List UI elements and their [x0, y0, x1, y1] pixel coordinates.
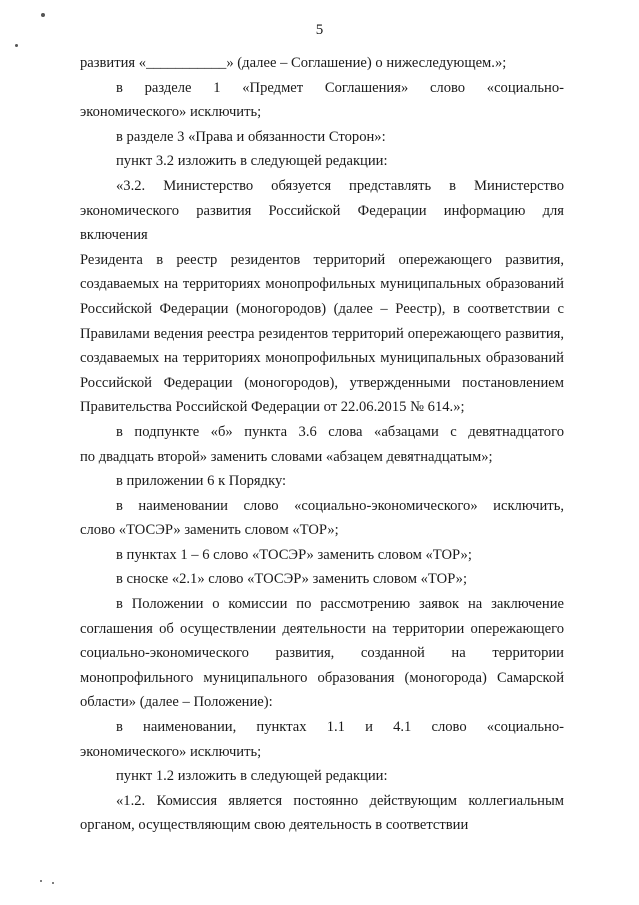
text-line: социально-экономического развития, созданной на территории	[80, 645, 564, 662]
text-line: пункт 3.2 изложить в следующей редакции:	[116, 153, 388, 170]
scan-speck	[40, 880, 42, 882]
text-line: создаваемых на территориях монопрофильных муниципальных образований	[80, 350, 564, 367]
text-line: в подпункте «б» пункта 3.6 слова «абзацами с девятнадцатого	[116, 423, 564, 440]
text-line: Правительства Российской Федерации от 22.06.2015 № 614.»;	[80, 399, 465, 416]
text-line: органом, осуществляющим свою деятельность в соответствии	[80, 817, 469, 834]
text-line: экономического развития Российской Федерации информацию для включения	[80, 202, 564, 244]
text-line: по двадцать второй» заменить словами «абзацем девятнадцатым»;	[80, 448, 493, 465]
text-line: «3.2. Министерство обязуется представлять в Министерство	[116, 177, 564, 194]
page-number: 5	[315, 22, 324, 38]
text-line: соглашения об осуществлении деятельности на территории опережающего	[80, 620, 564, 637]
text-line: развития «___________» (далее – Соглашение) о нижеследующем.»;	[80, 55, 507, 71]
text-line: Российской Федерации (моногородов), утвержденными постановлением	[80, 374, 564, 391]
paragraph-p9	[80, 543, 564, 568]
text-line: в наименовании слово «социально-экономического» исключить,	[116, 497, 564, 514]
paragraph-p13	[80, 764, 564, 789]
paragraph-p8	[80, 494, 564, 543]
text-line: в наименовании, пунктах 1.1 и 4.1 слово «социально-	[116, 719, 564, 736]
paragraph-p1	[80, 51, 564, 76]
paragraph-p7	[80, 469, 564, 494]
paragraph-p2	[80, 76, 564, 125]
paragraph-p4	[80, 149, 564, 174]
text-line: в приложении 6 к Порядку:	[116, 473, 287, 490]
text-line: монопрофильного муниципального образования (моногорода) Самарской	[80, 669, 564, 686]
document-body	[80, 51, 564, 838]
scan-speck	[15, 44, 18, 47]
text-line: пункт 1.2 изложить в следующей редакции:	[116, 768, 388, 785]
text-line: в сноске «2.1» слово «ТОСЭР» заменить словом «ТОР»;	[116, 571, 468, 588]
text-line: в пунктах 1 – 6 слово «ТОСЭР» заменить словом «ТОР»;	[116, 546, 472, 563]
paragraph-p6	[80, 420, 564, 469]
scan-speck	[52, 882, 54, 884]
text-line: области» (далее – Положение):	[80, 694, 273, 711]
scan-speck	[41, 13, 45, 17]
text-line: слово «ТОСЭР» заменить словом «ТОР»;	[80, 522, 339, 539]
paragraph-p12	[80, 715, 564, 764]
paragraph-p5	[80, 174, 564, 420]
text-line: в разделе 1 «Предмет Соглашения» слово «социально-	[116, 79, 564, 96]
text-line: в Положении о комиссии по рассмотрению заявок на заключение	[116, 596, 564, 613]
text-line: в разделе 3 «Права и обязанности Сторон»:	[116, 128, 386, 145]
paragraph-p3	[80, 125, 564, 150]
text-line: создаваемых на территориях монопрофильных муниципальных образований	[80, 276, 564, 293]
text-line: экономического» исключить;	[80, 104, 262, 121]
text-line: экономического» исключить;	[80, 743, 262, 760]
text-line: «1.2. Комиссия является постоянно действующим коллегиальным	[116, 792, 564, 809]
text-line: Российской Федерации (моногородов) (далее – Реестр), в соответствии с	[80, 300, 564, 317]
paragraph-p14	[80, 789, 564, 838]
paragraph-p11	[80, 592, 564, 715]
text-line: Резидента в реестр резидентов территорий опережающего развития,	[80, 251, 564, 268]
paragraph-p10	[80, 567, 564, 592]
text-line: Правилами ведения реестра резидентов территорий опережающего развития,	[80, 325, 564, 342]
